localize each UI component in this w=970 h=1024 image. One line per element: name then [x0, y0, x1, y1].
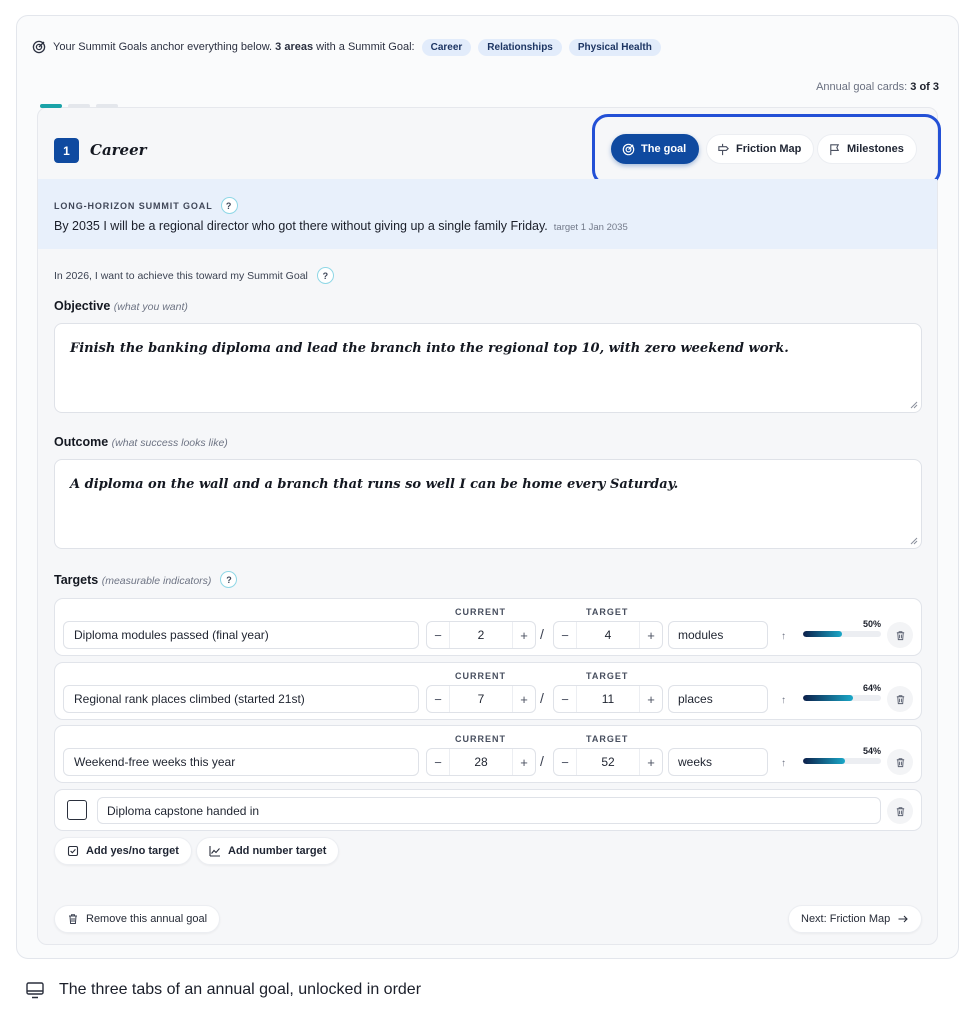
targets-label [54, 571, 237, 588]
current-value[interactable]: 2 [449, 622, 513, 648]
summit-chip-relationships[interactable]: Relationships [478, 39, 562, 56]
progress-bar [803, 631, 881, 637]
card-area-title: Career [90, 141, 147, 159]
arrow-up-icon: ↑ [781, 695, 786, 706]
outcome-textarea[interactable] [54, 459, 922, 549]
trend-chart-icon [209, 845, 221, 857]
summit-goal-target-date: target 1 Jan 2035 [553, 222, 628, 233]
delete-target-button[interactable] [887, 749, 913, 775]
target-value[interactable]: 4 [576, 622, 640, 648]
decrement-button[interactable]: − [434, 754, 442, 770]
outcome-label-text: Outcome [54, 435, 109, 449]
objective-value: Finish the banking diploma and lead the branch into the regional top 10, with zero weekend work. [70, 341, 789, 356]
yesno-target-row [54, 789, 922, 831]
arrow-up-icon: ↑ [781, 631, 786, 642]
separator-slash: / [540, 690, 544, 706]
annual-intro [54, 267, 334, 284]
summit-goal-label [54, 197, 238, 214]
card-number-badge: 1 [54, 138, 79, 163]
target-column-head: TARGET [586, 671, 629, 681]
target-value[interactable]: 52 [576, 749, 640, 775]
trash-icon [67, 913, 79, 925]
increment-button[interactable]: + [520, 627, 528, 643]
current-value[interactable]: 28 [449, 749, 513, 775]
progress-percent: 50% [862, 619, 881, 629]
current-stepper [426, 685, 536, 713]
card-count-label: Annual goal cards: [816, 81, 908, 93]
progress-fill [803, 695, 853, 701]
current-stepper [426, 621, 536, 649]
flag-icon [828, 143, 841, 156]
caption-text: The three tabs of an annual goal, unlocked in order [59, 981, 422, 998]
target-name-input[interactable]: Diploma capstone handed in [97, 797, 881, 824]
target-icon [622, 143, 635, 156]
tab-milestones-label: Milestones [847, 143, 904, 155]
decrement-button[interactable]: − [434, 691, 442, 707]
next-button-label: Next: Friction Map [801, 913, 891, 925]
target-column-head: TARGET [586, 607, 629, 617]
target-name-input[interactable]: Regional rank places climbed (started 21st) [63, 685, 419, 713]
objective-hint: (what you want) [113, 301, 188, 313]
summit-chip-career[interactable]: Career [422, 39, 472, 56]
summit-goal-box [38, 179, 937, 249]
number-target-row [54, 725, 922, 783]
trash-icon [895, 630, 906, 641]
number-target-row [54, 662, 922, 720]
current-column-head: CURRENT [455, 671, 506, 681]
target-checkbox[interactable] [67, 800, 87, 820]
card-count-value: 3 of 3 [910, 81, 939, 93]
tab-milestones[interactable] [817, 134, 917, 164]
next-friction-map-button[interactable] [788, 905, 922, 933]
increment-button[interactable]: + [647, 691, 655, 707]
signpost-icon [717, 143, 730, 156]
target-stepper [553, 685, 663, 713]
checkbox-icon [67, 845, 79, 857]
summit-goal-statement: By 2035 I will be a regional director who got there without giving up a single family Friday. [54, 219, 548, 233]
unit-input[interactable]: modules [668, 621, 768, 649]
decrement-button[interactable]: − [561, 627, 569, 643]
trash-icon [895, 757, 906, 768]
objective-label-text: Objective [54, 299, 111, 313]
progress-bar [803, 758, 881, 764]
tab-friction-map-label: Friction Map [736, 143, 802, 155]
summit-goal-text [54, 219, 628, 233]
resize-grip-icon[interactable] [910, 537, 918, 545]
annual-goal-card [37, 107, 938, 945]
target-icon [32, 40, 46, 54]
delete-target-button[interactable] [887, 622, 913, 648]
remove-annual-goal-button[interactable] [54, 905, 220, 933]
help-icon[interactable]: ? [317, 267, 334, 284]
summit-goals-bar [32, 37, 661, 57]
increment-button[interactable]: + [647, 754, 655, 770]
outcome-label [54, 435, 228, 449]
progress-fill [803, 758, 845, 764]
target-stepper [553, 621, 663, 649]
current-column-head: CURRENT [455, 607, 506, 617]
step-dash [68, 104, 90, 108]
resize-grip-icon[interactable] [910, 401, 918, 409]
summit-bar-count: 3 areas [275, 41, 314, 53]
delete-target-button[interactable] [887, 798, 913, 824]
decrement-button[interactable]: − [434, 627, 442, 643]
target-value[interactable]: 11 [576, 686, 640, 712]
target-name-input[interactable]: Diploma modules passed (final year) [63, 621, 419, 649]
target-column-head: TARGET [586, 734, 629, 744]
objective-label [54, 299, 188, 313]
increment-button[interactable]: + [520, 691, 528, 707]
increment-button[interactable]: + [647, 627, 655, 643]
step-dash-active [40, 104, 62, 108]
help-icon[interactable]: ? [220, 571, 237, 588]
unit-input[interactable]: weeks [668, 748, 768, 776]
current-value[interactable]: 7 [449, 686, 513, 712]
increment-button[interactable]: + [520, 754, 528, 770]
separator-slash: / [540, 626, 544, 642]
unit-input[interactable]: places [668, 685, 768, 713]
progress-fill [803, 631, 842, 637]
current-column-head: CURRENT [455, 734, 506, 744]
trash-icon [895, 694, 906, 705]
delete-target-button[interactable] [887, 686, 913, 712]
progress-percent: 64% [862, 683, 881, 693]
summit-bar-tail: with a Summit Goal: [316, 41, 415, 53]
targets-label-text: Targets [54, 572, 99, 587]
add-number-target-button[interactable] [196, 837, 339, 865]
tab-the-goal-label: The goal [641, 143, 687, 155]
monitor-icon [25, 980, 45, 1000]
progress-bar [803, 695, 881, 701]
summit-bar-lead: Your Summit Goals anchor everything below. [53, 41, 273, 53]
add-number-label: Add number target [228, 845, 327, 857]
add-yesno-target-button[interactable] [54, 837, 192, 865]
progress-percent: 54% [862, 746, 881, 756]
arrow-right-icon [897, 913, 909, 925]
decrement-button[interactable]: − [561, 691, 569, 707]
outcome-value: A diploma on the wall and a branch that runs so well I can be home every Saturday. [70, 477, 679, 492]
arrow-up-icon: ↑ [781, 758, 786, 769]
remove-annual-goal-label: Remove this annual goal [86, 913, 208, 925]
decrement-button[interactable]: − [561, 754, 569, 770]
caption [25, 980, 421, 1000]
summit-chip-physical-health[interactable]: Physical Health [569, 39, 661, 56]
objective-textarea[interactable] [54, 323, 922, 413]
annual-goal-card-count [816, 81, 939, 93]
targets-hint: (measurable indicators) [101, 574, 212, 587]
summit-goal-label-text: LONG-HORIZON SUMMIT GOAL [54, 200, 213, 211]
tab-the-goal[interactable] [611, 134, 699, 164]
separator-slash: / [540, 753, 544, 769]
target-stepper [553, 748, 663, 776]
add-yesno-label: Add yes/no target [86, 845, 179, 857]
step-dash [96, 104, 118, 108]
annual-intro-text: In 2026, I want to achieve this toward my Summit Goal [54, 269, 308, 282]
current-stepper [426, 748, 536, 776]
target-name-input[interactable]: Weekend-free weeks this year [63, 748, 419, 776]
number-target-row [54, 598, 922, 656]
outcome-hint: (what success looks like) [111, 437, 228, 449]
tab-friction-map[interactable] [706, 134, 814, 164]
trash-icon [895, 806, 906, 817]
help-icon[interactable]: ? [221, 197, 238, 214]
card-step-indicator [40, 104, 118, 108]
